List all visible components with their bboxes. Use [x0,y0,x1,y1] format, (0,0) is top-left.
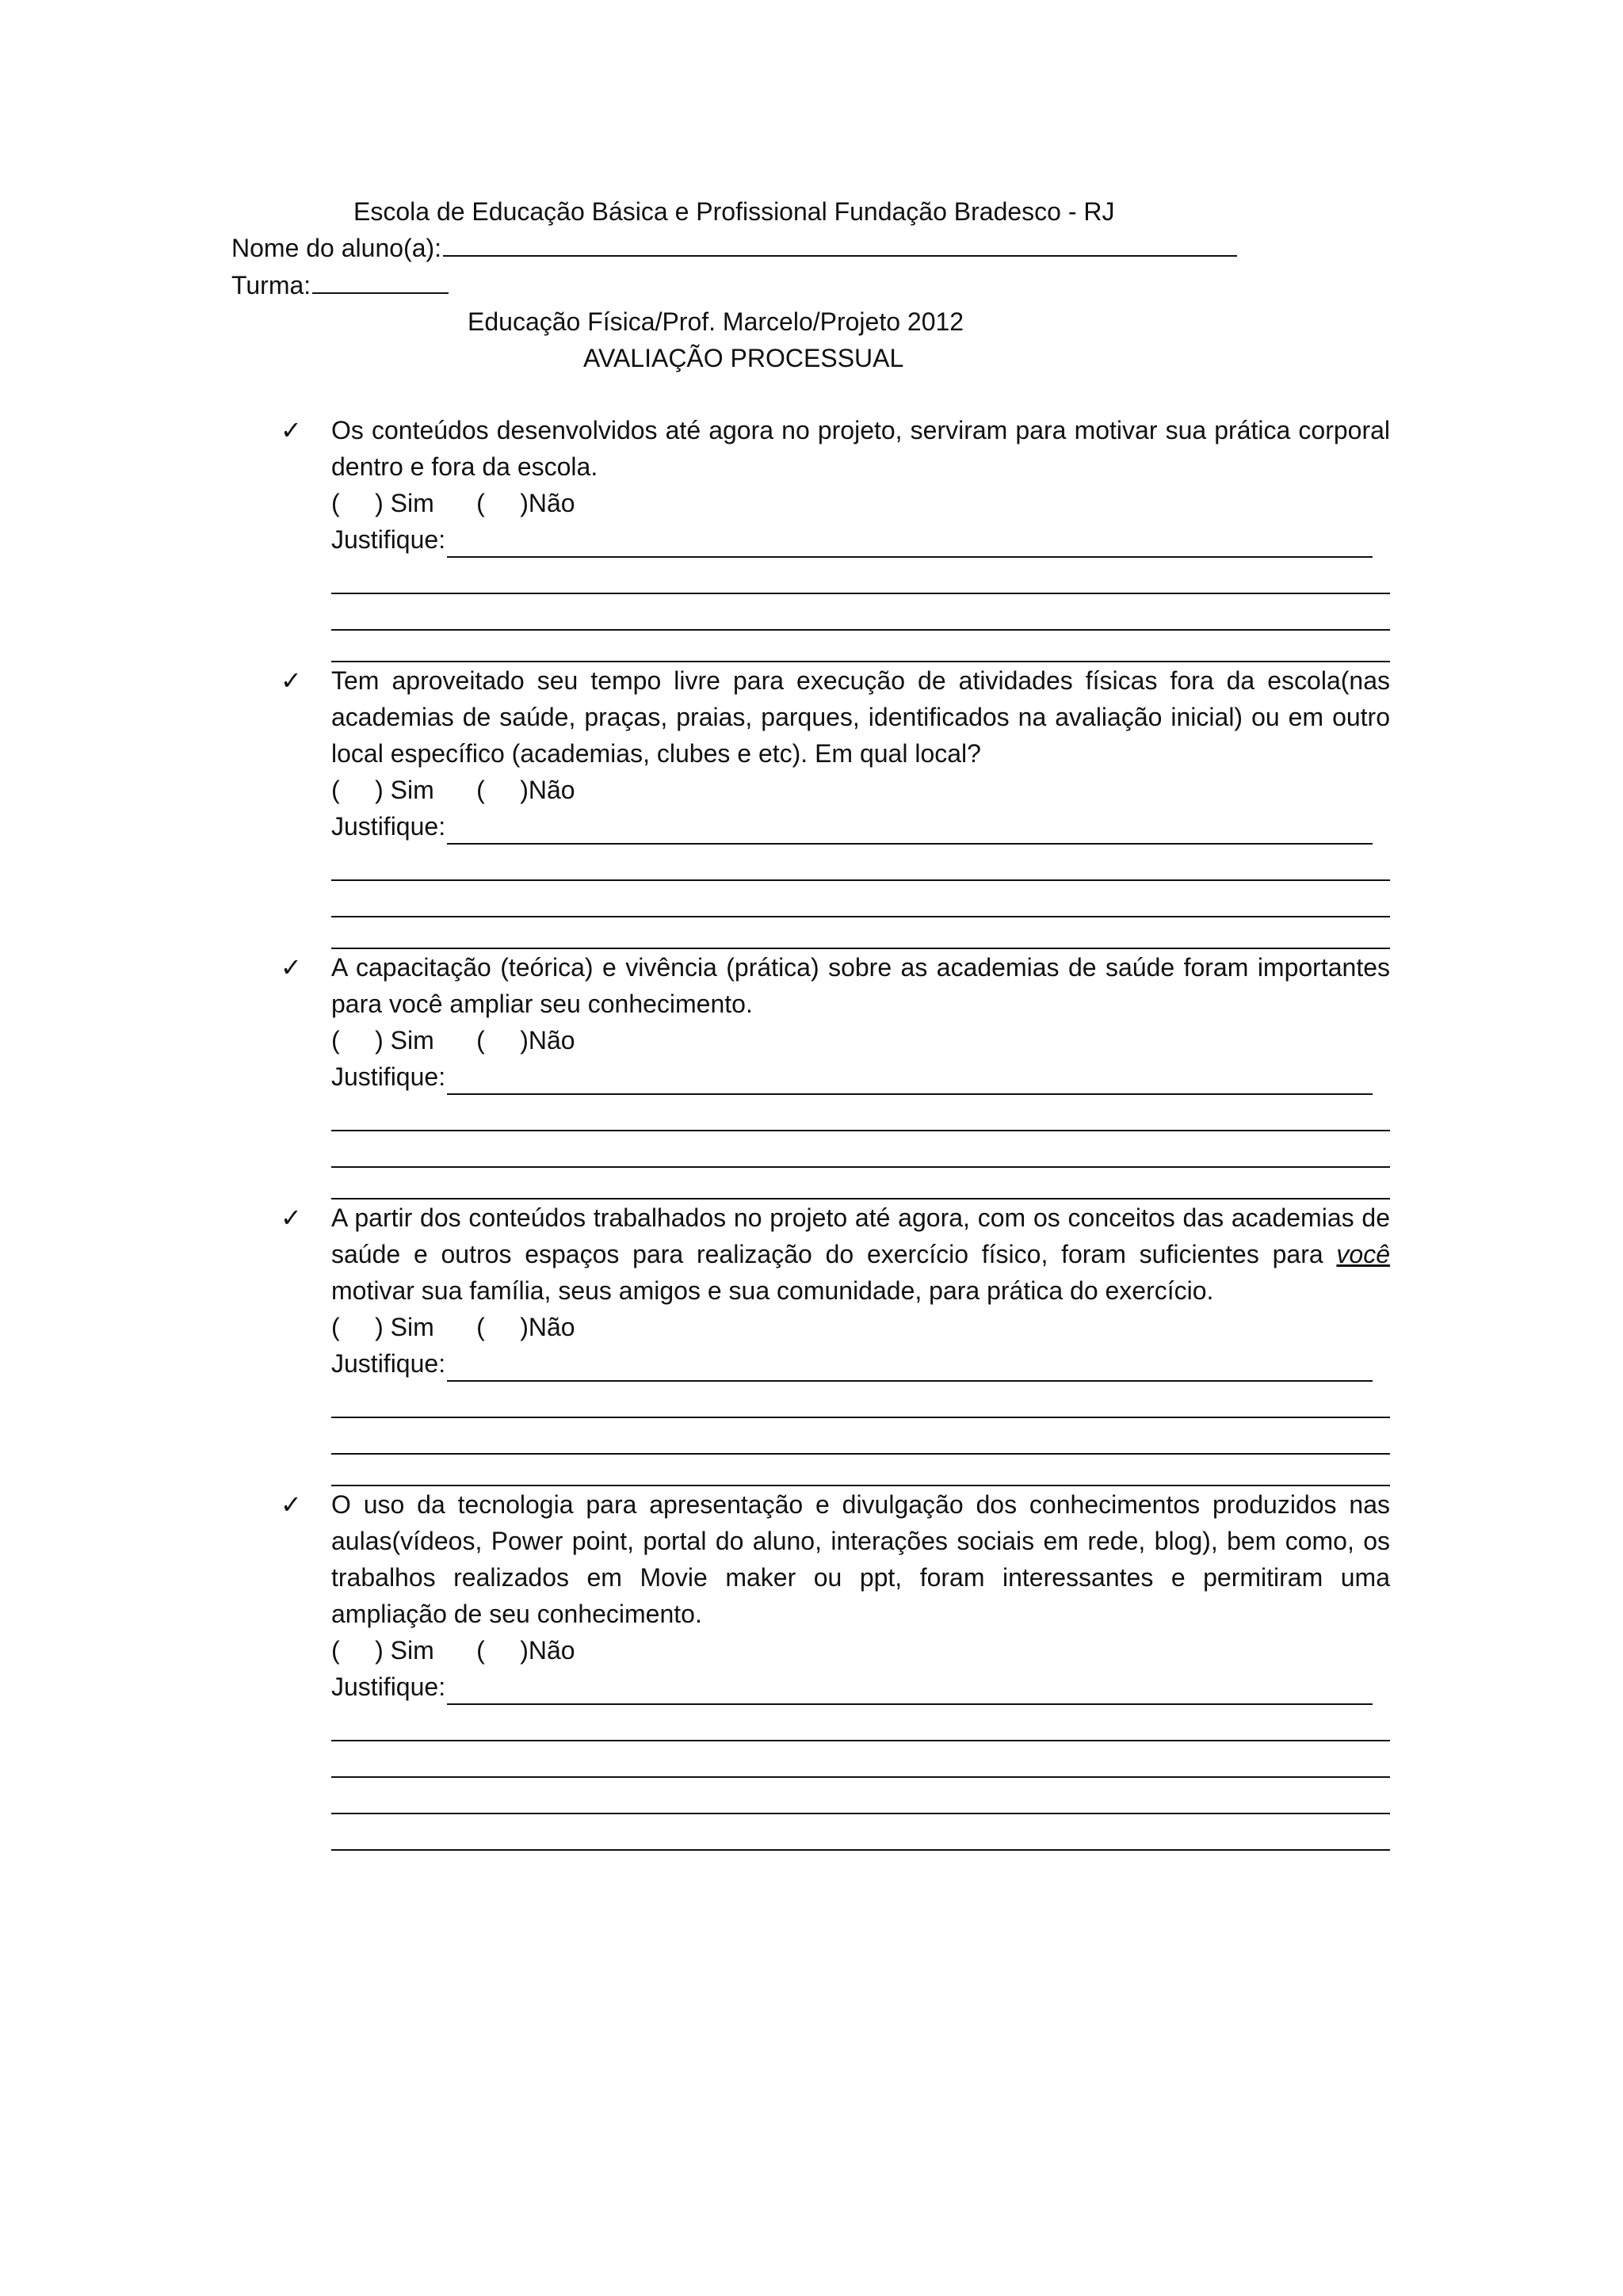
justify-row [331,1345,1390,1382]
question-list [281,412,1390,1851]
justify-row [331,1058,1390,1095]
justify-blank[interactable] [447,1066,1373,1095]
justify-row [331,1669,1390,1705]
emphasized-word: você [1336,1240,1390,1268]
evaluation-title: AVALIAÇÃO PROCESSUAL [583,344,904,372]
student-name-field[interactable] [231,230,1237,266]
answer-line[interactable] [331,917,1390,949]
question-text-part: A partir dos conteúdos trabalhados no projeto até agora, com os conceitos das academias de saúde e outros espaços para realização do exercício físico, foram suficientes para [331,1203,1390,1268]
answer-line[interactable] [331,1131,1390,1168]
check-icon: ✓ [281,415,302,445]
yes-no-options[interactable]: ( ) Sim ( )Não [331,1636,575,1665]
check-icon: ✓ [281,666,302,696]
answer-line[interactable] [331,1778,1390,1814]
question-text-part: motivar sua família, seus amigos e sua comunidade, para prática do exercício. [331,1276,1214,1305]
answer-line[interactable] [331,1168,1390,1199]
question-text [331,1199,1390,1309]
check-icon: ✓ [281,1203,302,1233]
yes-no-options[interactable]: ( ) Sim ( )Não [331,776,575,804]
answer-line[interactable] [331,558,1390,594]
question-3 [281,949,1390,1199]
justify-blank[interactable] [447,1353,1373,1382]
yes-no-options[interactable]: ( ) Sim ( )Não [331,1026,575,1055]
question-text: A capacitação (teórica) e vivência (prática) sobre as academias de saúde foram importantes para você ampliar seu conhecimento. [331,953,1390,1018]
answer-line[interactable] [331,631,1390,662]
yes-no-options[interactable]: ( ) Sim ( )Não [331,1313,575,1341]
yes-no-options[interactable]: ( ) Sim ( )Não [331,489,575,517]
question-text: Tem aproveitado seu tempo livre para execução de atividades físicas fora da escola(nas academias de saúde, praças, praias, parques, identificados na avaliação inicial) ou em outro local específico (academias, clubes e etc). Em qual local? [331,666,1390,768]
justify-row [331,808,1390,845]
question-text: Os conteúdos desenvolvidos até agora no projeto, serviram para motivar sua prática corporal dentro e fora da escola. [331,416,1390,481]
class-blank[interactable] [312,269,449,294]
answer-line[interactable] [331,1705,1390,1741]
answer-line[interactable] [331,1455,1390,1486]
class-field[interactable] [231,267,449,303]
question-body [331,1486,1390,1851]
justify-blank[interactable] [447,816,1373,845]
question-body [331,1199,1390,1486]
question-4 [281,1199,1390,1486]
answer-line[interactable] [331,881,1390,917]
student-name-label: Nome do aluno(a): [231,234,442,262]
question-body [331,662,1390,949]
question-5 [281,1486,1390,1851]
justify-label: Justifique: [331,1062,446,1091]
question-1 [281,412,1390,662]
check-icon: ✓ [281,952,302,982]
answer-line[interactable] [331,1382,1390,1418]
answer-line[interactable] [331,1418,1390,1455]
answer-line[interactable] [331,1814,1390,1851]
question-body [331,949,1390,1199]
justify-label: Justifique: [331,1672,446,1701]
answer-line[interactable] [331,594,1390,631]
justify-label: Justifique: [331,525,446,554]
subject-title: Educação Física/Prof. Marcelo/Projeto 2012 [468,307,964,336]
question-body [331,412,1390,662]
student-name-blank[interactable] [443,231,1237,257]
question-text: O uso da tecnologia para apresentação e divulgação dos conhecimentos produzidos nas aulas(vídeos, Power point, portal do aluno, interações sociais em rede, blog), bem como, os trabalhos realizados em Movie maker ou ppt, foram interessantes e permitiram uma ampliação de seu conhecimento. [331,1490,1390,1628]
answer-line[interactable] [331,1741,1390,1778]
class-label: Turma: [231,271,311,299]
justify-row [331,521,1390,558]
justify-label: Justifique: [331,812,446,841]
justify-blank[interactable] [447,1676,1373,1705]
school-name: Escola de Educação Básica e Profissional Fundação Bradesco - RJ [353,197,1115,226]
justify-blank[interactable] [447,529,1373,558]
answer-line[interactable] [331,1095,1390,1131]
question-2 [281,662,1390,949]
answer-line[interactable] [331,845,1390,881]
check-icon: ✓ [281,1489,302,1520]
justify-label: Justifique: [331,1349,446,1378]
